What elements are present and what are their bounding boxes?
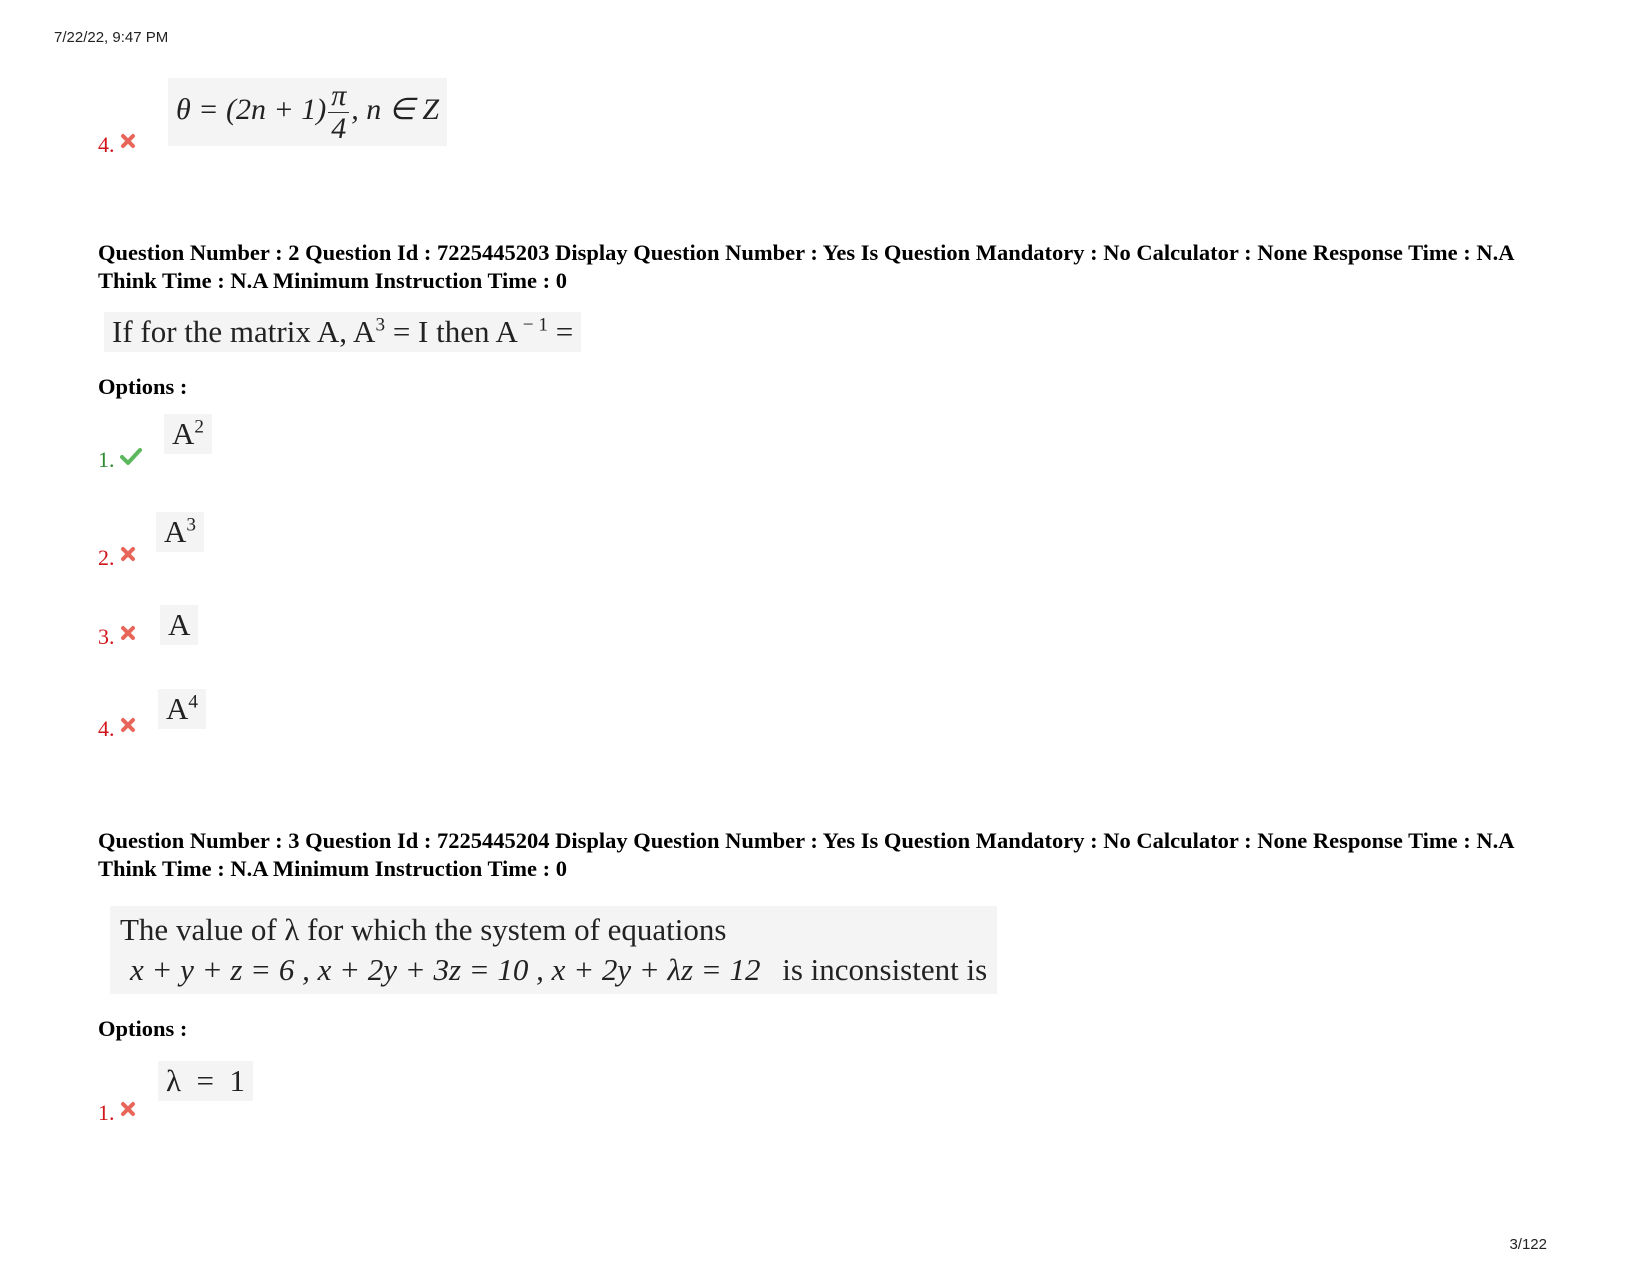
cross-icon — [119, 132, 137, 150]
q3-text-tail: is inconsistent is — [782, 952, 988, 987]
option-number: 4. — [98, 716, 115, 741]
formula-rhs: , n ∈ Z — [351, 92, 440, 126]
q2-text-sup2: − 1 — [517, 314, 548, 336]
q3-meta: Question Number : 3 Question Id : 7225445204 Display Question Number : Yes Is Question Mandatory : No Calculator : None Response Time : N.A Think Time : N.A Minimum Instruction Time : 0 — [98, 828, 1514, 881]
q2-text-sup1: 3 — [375, 314, 386, 336]
option-base: A — [168, 607, 191, 642]
q2-option-3-value — [160, 605, 198, 645]
option-number: 1. — [98, 447, 115, 472]
option-number: 4. — [98, 132, 115, 157]
option-number: 1. — [98, 1100, 115, 1125]
option-base: A — [172, 416, 195, 451]
q3-text-line2 — [120, 950, 987, 990]
cross-icon — [119, 716, 137, 734]
fraction-numerator: π — [328, 80, 349, 113]
cross-icon — [119, 624, 137, 642]
option-number: 2. — [98, 545, 115, 570]
option-number: 3. — [98, 624, 115, 649]
q2-option-4 — [98, 716, 137, 742]
cross-icon — [119, 1100, 137, 1118]
q3-option-1 — [98, 1100, 137, 1126]
option-sup: 2 — [194, 416, 204, 438]
q2-meta: Question Number : 2 Question Id : 7225445203 Display Question Number : Yes Is Question Mandatory : No Calculator : None Response Time : N.A Think Time : N.A Minimum Instruction Time : 0 — [98, 240, 1514, 293]
q2-text-suffix: = — [547, 314, 574, 349]
prev-option-4 — [98, 132, 137, 158]
q2-option-4-value — [158, 689, 206, 729]
q2-question-text — [104, 312, 581, 352]
q2-option-2 — [98, 545, 137, 571]
option-base: A — [166, 691, 189, 726]
fraction-denominator: 4 — [331, 111, 347, 145]
q2-options-label: Options : — [98, 374, 188, 399]
q2-option-3 — [98, 624, 137, 650]
q3-text-line1: The value of λ for which the system of equations — [120, 912, 727, 947]
formula-lhs: θ = (2n + 1) — [176, 92, 327, 126]
print-datetime: 7/22/22, 9:47 PM — [54, 29, 169, 46]
q2-option-1 — [98, 447, 143, 473]
q2-text-mid: = I then A — [385, 314, 518, 349]
fraction — [328, 80, 349, 144]
check-icon — [119, 447, 143, 465]
cross-icon — [119, 545, 137, 563]
option-sup: 4 — [188, 691, 198, 713]
q3-equations: x + y + z = 6 , x + 2y + 3z = 10 , x + 2y + λz = 12 — [130, 952, 761, 987]
q2-option-1-value — [164, 414, 212, 454]
q3-options-label: Options : — [98, 1016, 188, 1041]
q2-text-prefix: If for the matrix A, A — [112, 314, 376, 349]
q3-question-text — [110, 906, 997, 994]
q2-option-2-value — [156, 512, 204, 552]
option-base: A — [164, 514, 187, 549]
prev-option-4-formula — [168, 78, 447, 146]
q3-option-1-value: λ = 1 — [158, 1061, 253, 1101]
page-number: 3/122 — [1509, 1236, 1547, 1253]
option-sup: 3 — [186, 514, 196, 536]
